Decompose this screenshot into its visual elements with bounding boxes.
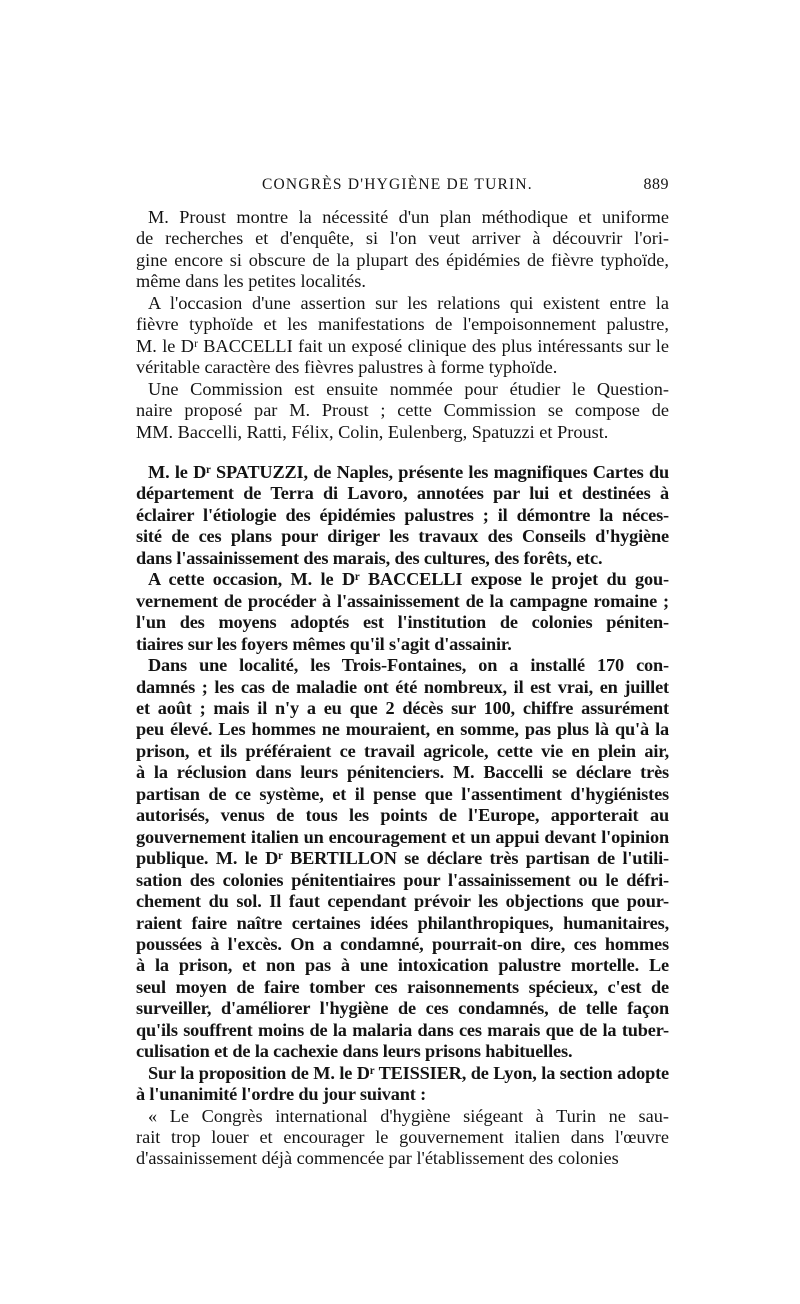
text-line: publique. M. le Dʳ BERTILLON se déclare très partisan de l'utili- [136,848,669,869]
text-line: raient faire naître certaines idées philanthropiques, humanitaires, [136,912,669,933]
text-line: Une Commission est ensuite nommée pour étudier le Question- [148,378,669,399]
text-line: l'un des moyens adoptés est l'institution de colonies péniten- [136,612,669,633]
text-line: qu'ils souffrent moins de la malaria dans ces marais que de la tuber- [136,1019,669,1040]
text-line: seul moyen de faire tomber ces raisonnements spécieux, c'est de [136,976,669,997]
text-line: Dans une localité, les Trois-Fontaines, on a installé 170 con- [148,655,669,676]
text-line: tiaires sur les foyers mêmes qu'il s'agit d'assainir. [136,633,512,654]
text-line: vernement de procéder à l'assainissement de la campagne romaine ; [136,590,669,611]
text-line: à la prison, et non pas à une intoxication palustre mortelle. Le [136,955,669,976]
text-line: fièvre typhoïde et les manifestations de l'empoisonnement palustre, [136,314,669,335]
paragraph [136,379,669,443]
text-line: partisan de ce système, et il pense que l'assentiment d'hygiénistes [136,783,669,804]
text-line: de recherches et d'enquête, si l'on veut arriver à découvrir l'ori- [136,228,669,249]
text-line: MM. Baccelli, Ratti, Félix, Colin, Eulenberg, Spatuzzi et Proust. [136,421,609,442]
text-line: véritable caractère des fièvres palustres à forme typhoïde. [136,357,558,378]
text-line: M. Proust montre la nécessité d'un plan méthodique et uniforme [148,207,669,227]
text-line: A cette occasion, M. le Dʳ BACCELLI expose le projet du gou- [148,569,669,590]
text-line: surveiller, d'améliorer l'hygiène de ces condamnés, de telle façon [136,998,669,1019]
text-line: à la réclusion dans leurs pénitenciers. M. Baccelli se déclare très [136,762,669,783]
text-line: culisation et de la cachexie dans leurs prisons habituelles. [136,1041,573,1062]
text-line: rait trop louer et encourager le gouvernement italien dans l'œuvre [136,1127,669,1148]
paragraph [136,207,669,293]
paragraph [136,655,669,1063]
text-line: même dans les petites localités. [136,271,366,292]
paragraph-gap [136,443,669,462]
text-line: prison, et ils préféraient ce travail agricole, cette vie en plein air, [136,740,669,761]
text-line: et août ; mais il n'y a eu que 2 décès sur 100, chiffre assurément [136,697,669,718]
text-line: département de Terra di Lavoro, annotées par lui et destinées à [136,483,669,504]
text-line: sation des colonies pénitentiaires pour l'assainissement ou le défri- [136,869,669,890]
text-line: éclairer l'étiologie des épidémies palustres ; il démontre la néces- [136,504,669,525]
text-line: poussées à l'excès. On a condamné, pourrait-on dire, ces hommes [136,933,669,954]
text-line: damnés ; les cas de maladie ont été nombreux, il est vrai, en juillet [136,676,669,697]
text-line: A l'occasion d'une assertion sur les relations qui existent entre la [148,292,669,313]
text-line: « Le Congrès international d'hygiène siégeant à Turin ne sau- [148,1105,669,1126]
text-line: naire proposé par M. Proust ; cette Commission se compose de [136,400,669,421]
running-title: CONGRÈS D'HYGIÈNE DE TURIN. [262,176,533,193]
paragraph [136,293,669,379]
text-line: à l'unanimité l'ordre du jour suivant : [136,1084,427,1105]
text-line: dans l'assainissement des marais, des cultures, des forêts, etc. [136,547,603,568]
paragraph [136,1063,669,1106]
text-line: autorisés, venus de tous les points de l'Europe, apporterait au [136,805,669,826]
paragraph [136,462,669,569]
paragraph [136,1106,669,1170]
body-text [136,207,669,1170]
paragraph [136,569,669,655]
text-line: peu élevé. Les hommes ne mouraient, en somme, pas plus là qu'à la [136,719,669,740]
text-line: sité de ces plans pour diriger les travaux des Conseils d'hygiène [136,526,669,547]
page-number: 889 [643,176,669,193]
page-header [136,176,669,200]
text-line: d'assainissement déjà commencée par l'établissement des colonies [136,1148,619,1169]
text-line: gine encore si obscure de la plupart des épidémies de fièvre typhoïde, [136,249,669,270]
text-line: M. le Dʳ SPATUZZI, de Naples, présente les magnifiques Cartes du [148,461,669,482]
text-line: Sur la proposition de M. le Dʳ TEISSIER, de Lyon, la section adopte [148,1062,669,1083]
text-line: gouvernement italien un encouragement et un appui devant l'opinion [136,826,669,847]
text-line: M. le Dʳ BACCELLI fait un exposé clinique des plus intéressants sur le [136,335,669,356]
text-line: chement du sol. Il faut cependant prévoir les objections que pour- [136,891,669,912]
